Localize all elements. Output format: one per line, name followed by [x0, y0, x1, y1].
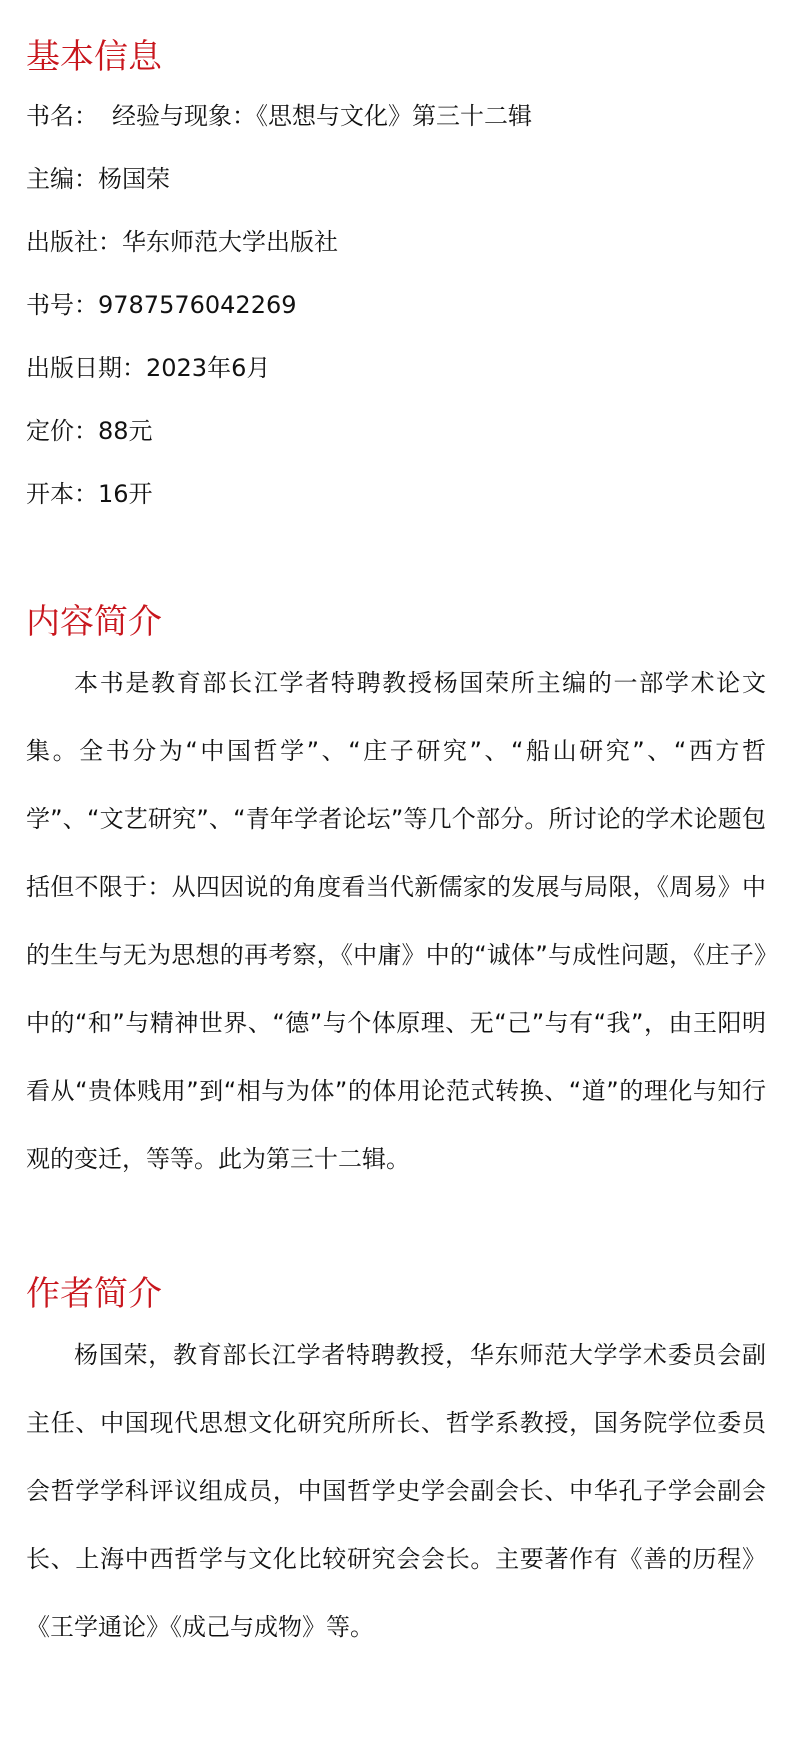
book-name-label: 书名：: [26, 102, 98, 130]
format-line: 开本：16开: [26, 480, 153, 508]
editor-line: 主编：杨国荣: [26, 165, 170, 193]
section-title-summary: 内容简介: [26, 602, 162, 642]
pub-date-line: 出版日期：2023年6月: [26, 354, 271, 382]
book-name-value: 经验与现象：《思想与文化》第三十二辑: [112, 102, 532, 130]
summary-paragraph: 本书是教育部长江学者特聘教授杨国荣所主编的一部学术论文集。全书分为“中国哲学”、“庄子研究”、“船山研究”、“西方哲学”、“文艺研究”、“青年学者论坛”等几个部分。所讨论的学术论题包括但不限于：从四因说的角度看当代新儒家的发展与局限，《周易》中的生生与无为思想的再考察，《中庸》中的“诚体”与成性问题，《庄子》中的“和”与精神世界、“德”与个体原理、无“己”与有“我”，由王阳明看从“贵体贱用”到“相与为体”的体用论范式转换、“道”的理化与知行观的变迁，等等。此为第三十二辑。: [26, 669, 766, 1173]
section-title-basic-info: 基本信息: [26, 37, 162, 77]
price-line: 定价：88元: [26, 417, 153, 445]
section-title-author: 作者简介: [26, 1274, 162, 1314]
author-paragraph: 杨国荣，教育部长江学者特聘教授，华东师范大学学术委员会副主任、中国现代思想文化研究所所长、哲学系教授，国务院学位委员会哲学学科评议组成员，中国哲学史学会副会长、中华孔子学会副会长、上海中西哲学与文化比较研究会会长。主要著作有《善的历程》《王学通论》《成己与成物》等。: [26, 1341, 766, 1641]
book-name-line: [26, 104, 532, 128]
isbn-line: 书号：9787576042269: [26, 291, 297, 319]
publisher-line: 出版社：华东师范大学出版社: [26, 228, 338, 256]
